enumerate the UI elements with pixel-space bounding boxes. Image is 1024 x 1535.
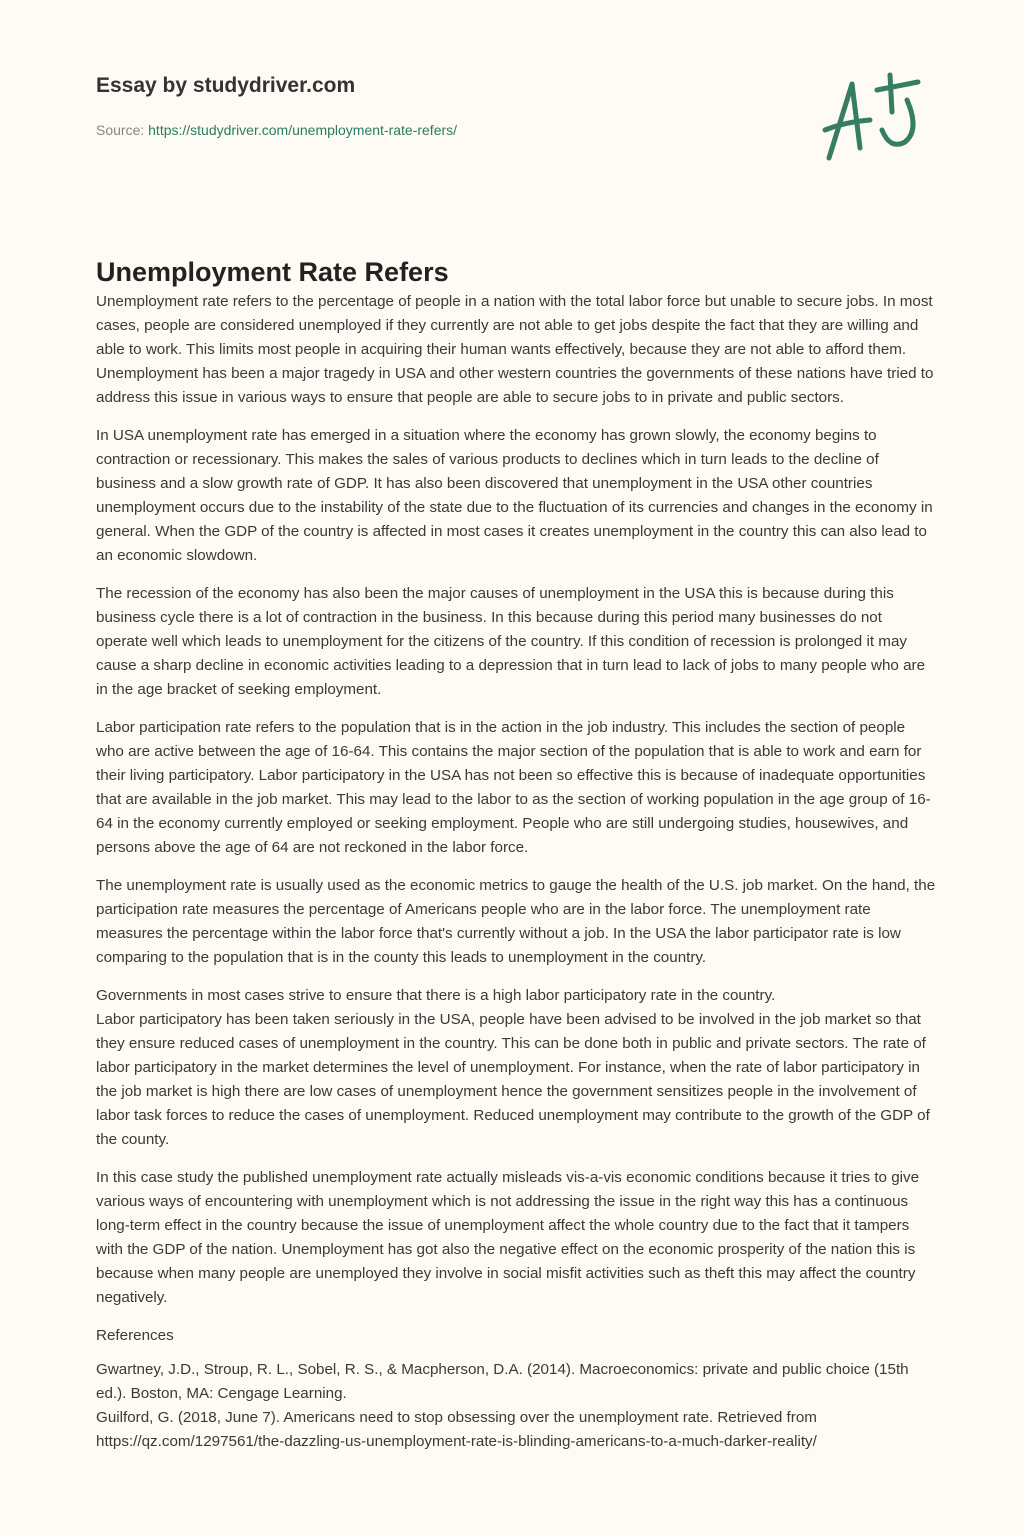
site-brand: Essay by studydriver.com bbox=[96, 74, 356, 97]
paragraph: In USA unemployment rate has emerged in a situation where the economy has grown slowly, the economy begins to contraction or recessionary. This makes the sales of various products to declines which in turn leads to the decline of business and a slow growth rate of GDP. It has also been discovered that unemployment in the USA other countries unemployment occurs due to the instability of the state due to the fluctuation of its currencies and changes in the economy in general. When the GDP of the country is affected in most cases it creates unemployment in the country this can also lead to an economic slowdown. bbox=[96, 427, 933, 564]
reference-item: Guilford, G. (2018, June 7). Americans need to stop obsessing over the unemployment rate. Retrieved from https://qz.com/1297561/the-dazzling-us-unemployment-rate-is-blinding-americans-to-a-much-darker-reality/ bbox=[96, 1409, 817, 1450]
source-label: Source: bbox=[96, 122, 145, 138]
paragraph bbox=[96, 984, 936, 1152]
paragraph: Unemployment rate refers to the percentage of people in a nation with the total labor force but unable to secure jobs. In most cases, people are considered unemployed if they currently are not able to get jobs despite the fact that they are willing and able to work. This limits most people in acquiring their human wants effectively, because they are not able to afford them. Unemployment has been a major tragedy in USA and other western countries the governments of these nations have tried to address this issue in various ways to ensure that people are able to secure jobs to in private and public sectors. bbox=[96, 293, 934, 406]
reference-item: Gwartney, J.D., Stroup, R. L., Sobel, R. S., & Macpherson, D.A. (2014). Macroeconomics: private and public choice (15th ed.). Boston, MA: Cengage Learning. bbox=[96, 1361, 909, 1402]
paragraph: The unemployment rate is usually used as the economic metrics to gauge the health of the U.S. job market. On the hand, the participation rate measures the percentage of Americans people who are in the labor force. The unemployment rate measures the percentage within the labor force that's currently without a job. In the USA the labor participator rate is low comparing to the population that is in the county this leads to unemployment in the country. bbox=[96, 877, 936, 966]
essay-body bbox=[96, 256, 936, 1454]
page-title: Unemployment Rate Refers bbox=[96, 257, 449, 287]
paragraph: In this case study the published unemployment rate actually misleads vis-a-vis economic conditions because it tries to give various ways of encountering with unemployment which is not addressing the issue in the right way this has a continuous long-term effect in the country because the issue of unemployment affect the whole country due to the fact that it tampers with the GDP of the nation. Unemployment has got also the negative effect on the economic prosperity of the nation this is because when many people are unemployed they involve in social misfit activities such as theft this may affect the country negatively. bbox=[96, 1169, 920, 1306]
references-title: References bbox=[96, 1327, 174, 1344]
paragraph: The recession of the economy has also been the major causes of unemployment in the USA this is because during this business cycle there is a lot of contraction in the business. In this because during this period many businesses do not operate well which leads to unemployment for the citizens of the country. If this condition of recession is prolonged it may cause a sharp decline in economic activities leading to a depression that in turn lead to lack of jobs to many people who are in the age bracket of seeking employment. bbox=[96, 585, 926, 698]
paragraph-line: Labor participatory has been taken seriously in the USA, people have been advised to be involved in the job market so that they ensure reduced cases of unemployment in the country. This can be done both in public and private sectors. The rate of labor participatory in the market determines the level of unemployment. For instance, when the rate of labor participatory in the job market is high there are low cases of unemployment hence the government sensitizes people in the involvement of labor task forces to reduce the cases of unemployment. Reduced unemployment may contribute to the growth of the GDP of the county. bbox=[96, 1011, 930, 1148]
source-line bbox=[96, 122, 457, 138]
paragraph: Labor participation rate refers to the population that is in the action in the job industry. This includes the section of people who are active between the age of 16-64. This contains the major section of the population that is able to work and earn for their living participatory. Labor participatory in the USA has not been so effective this is because of inadequate opportunities that are available in the job market. This may lead to the labor to as the section of working population in the age group of 16-64 in the economy currently employed or seeking employment. People who are still undergoing studies, housewives, and persons above the age of 64 are not reckoned in the labor force. bbox=[96, 719, 931, 856]
source-link[interactable]: https://studydriver.com/unemployment-rate-refers/ bbox=[148, 122, 458, 138]
a-plus-logo-icon bbox=[820, 70, 930, 165]
references-section bbox=[96, 1324, 936, 1454]
paragraph-line: Governments in most cases strive to ensure that there is a high labor participatory rate in the country. bbox=[96, 987, 776, 1004]
